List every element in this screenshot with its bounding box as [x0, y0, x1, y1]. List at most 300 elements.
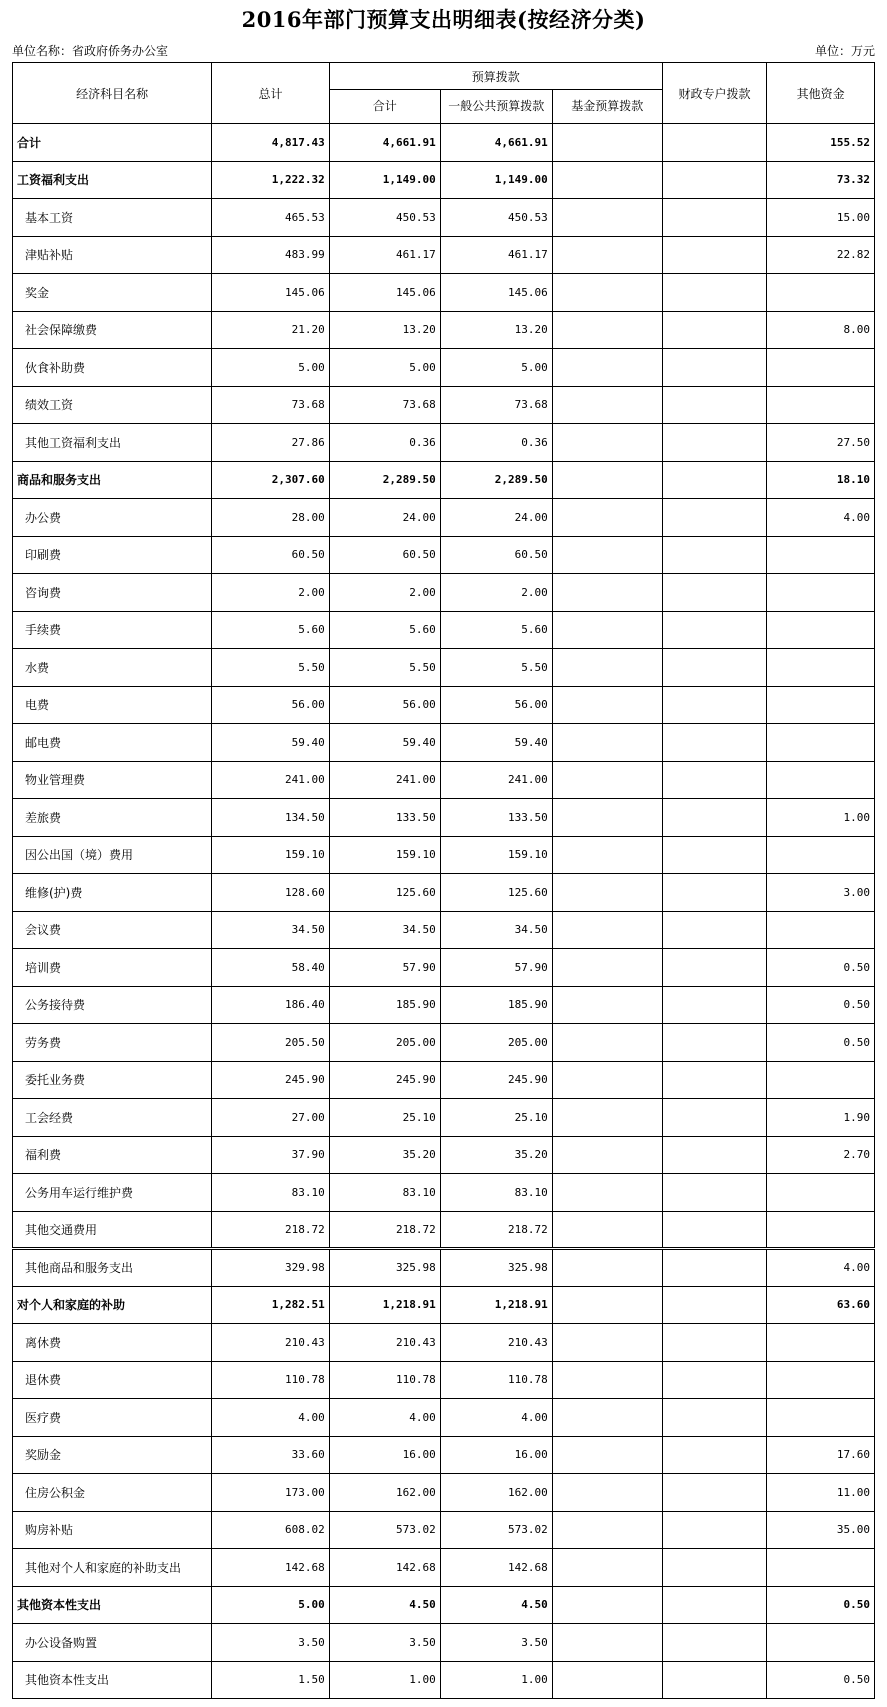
cell-other-funds — [767, 1324, 875, 1362]
cell-total: 37.90 — [212, 1136, 329, 1174]
cell-other-funds: 2.70 — [767, 1136, 875, 1174]
cell-finance-special — [662, 311, 767, 349]
cell-general-public: 83.10 — [440, 1174, 552, 1212]
cell-budget-total: 16.00 — [329, 1436, 440, 1474]
cell-finance-special — [662, 1511, 767, 1549]
cell-fund-budget — [552, 1249, 662, 1287]
cell-other-funds: 3.00 — [767, 874, 875, 912]
cell-fund-budget — [552, 349, 662, 387]
table-row — [13, 199, 875, 237]
header-general-public: 一般公共预算拨款 — [440, 90, 552, 124]
table-row — [13, 1436, 875, 1474]
cell-total: 2,307.60 — [212, 461, 329, 499]
table-row — [13, 1136, 875, 1174]
table-row — [13, 799, 875, 837]
cell-name: 商品和服务支出 — [13, 461, 212, 499]
table-row — [13, 1211, 875, 1249]
cell-total: 83.10 — [212, 1174, 329, 1212]
header-budget-group: 预算拨款 — [329, 63, 662, 90]
cell-finance-special — [662, 1024, 767, 1062]
cell-budget-total: 5.50 — [329, 649, 440, 687]
cell-total: 21.20 — [212, 311, 329, 349]
cell-fund-budget — [552, 1399, 662, 1437]
cell-name: 因公出国（境）费用 — [13, 836, 212, 874]
table-row — [13, 986, 875, 1024]
cell-general-public: 5.60 — [440, 611, 552, 649]
table-row — [13, 1586, 875, 1624]
cell-name: 办公费 — [13, 499, 212, 537]
cell-name: 其他工资福利支出 — [13, 424, 212, 462]
cell-total: 186.40 — [212, 986, 329, 1024]
cell-general-public: 573.02 — [440, 1511, 552, 1549]
cell-budget-total: 1,218.91 — [329, 1286, 440, 1324]
cell-budget-total: 1,149.00 — [329, 161, 440, 199]
cell-total: 33.60 — [212, 1436, 329, 1474]
cell-other-funds — [767, 761, 875, 799]
cell-other-funds — [767, 386, 875, 424]
cell-budget-total: 159.10 — [329, 836, 440, 874]
table-row — [13, 461, 875, 499]
table-row — [13, 1024, 875, 1062]
cell-general-public: 24.00 — [440, 499, 552, 537]
cell-finance-special — [662, 649, 767, 687]
cell-name: 购房补贴 — [13, 1511, 212, 1549]
cell-fund-budget — [552, 1324, 662, 1362]
cell-budget-total: 83.10 — [329, 1174, 440, 1212]
cell-other-funds — [767, 1211, 875, 1249]
cell-fund-budget — [552, 1286, 662, 1324]
cell-general-public: 133.50 — [440, 799, 552, 837]
cell-budget-total: 59.40 — [329, 724, 440, 762]
table-row — [13, 1661, 875, 1699]
cell-other-funds — [767, 1061, 875, 1099]
cell-name: 社会保障缴费 — [13, 311, 212, 349]
cell-finance-special — [662, 874, 767, 912]
cell-total: 5.00 — [212, 1586, 329, 1624]
cell-finance-special — [662, 1174, 767, 1212]
cell-other-funds: 17.60 — [767, 1436, 875, 1474]
table-row — [13, 1399, 875, 1437]
table-row — [13, 1099, 875, 1137]
cell-other-funds: 0.50 — [767, 1586, 875, 1624]
cell-name: 公务接待费 — [13, 986, 212, 1024]
table-row — [13, 1324, 875, 1362]
header-fund-budget: 基金预算拨款 — [552, 90, 662, 124]
cell-total: 1,222.32 — [212, 161, 329, 199]
table-row — [13, 761, 875, 799]
cell-other-funds — [767, 611, 875, 649]
cell-budget-total: 60.50 — [329, 536, 440, 574]
cell-fund-budget — [552, 1624, 662, 1662]
cell-fund-budget — [552, 1211, 662, 1249]
cell-name: 奖金 — [13, 274, 212, 312]
table-row — [13, 1624, 875, 1662]
cell-budget-total: 145.06 — [329, 274, 440, 312]
cell-total: 5.50 — [212, 649, 329, 687]
cell-general-public: 185.90 — [440, 986, 552, 1024]
cell-fund-budget — [552, 836, 662, 874]
cell-general-public: 16.00 — [440, 1436, 552, 1474]
table-row — [13, 574, 875, 612]
cell-name: 工会经费 — [13, 1099, 212, 1137]
cell-fund-budget — [552, 1474, 662, 1512]
unit-name-label: 单位名称：省政府侨务办公室 — [12, 44, 169, 58]
cell-budget-total: 210.43 — [329, 1324, 440, 1362]
cell-other-funds — [767, 349, 875, 387]
cell-finance-special — [662, 724, 767, 762]
table-row — [13, 499, 875, 537]
cell-general-public: 205.00 — [440, 1024, 552, 1062]
cell-total: 145.06 — [212, 274, 329, 312]
cell-fund-budget — [552, 1136, 662, 1174]
cell-finance-special — [662, 1286, 767, 1324]
cell-budget-total: 13.20 — [329, 311, 440, 349]
cell-total: 205.50 — [212, 1024, 329, 1062]
cell-fund-budget — [552, 386, 662, 424]
table-row — [13, 1286, 875, 1324]
cell-general-public: 4.00 — [440, 1399, 552, 1437]
cell-fund-budget — [552, 424, 662, 462]
cell-fund-budget — [552, 1099, 662, 1137]
cell-total: 28.00 — [212, 499, 329, 537]
cell-finance-special — [662, 799, 767, 837]
cell-name: 住房公积金 — [13, 1474, 212, 1512]
cell-other-funds: 0.50 — [767, 1661, 875, 1699]
header-budget-total: 合计 — [329, 90, 440, 124]
cell-name: 办公设备购置 — [13, 1624, 212, 1662]
cell-name: 对个人和家庭的补助 — [13, 1286, 212, 1324]
table-row — [13, 274, 875, 312]
cell-total: 483.99 — [212, 236, 329, 274]
cell-general-public: 461.17 — [440, 236, 552, 274]
cell-name: 公务用车运行维护费 — [13, 1174, 212, 1212]
cell-other-funds: 11.00 — [767, 1474, 875, 1512]
cell-name: 其他资本性支出 — [13, 1661, 212, 1699]
cell-other-funds: 0.50 — [767, 949, 875, 987]
cell-fund-budget — [552, 1436, 662, 1474]
cell-name: 物业管理费 — [13, 761, 212, 799]
cell-total: 60.50 — [212, 536, 329, 574]
cell-finance-special — [662, 124, 767, 162]
cell-name: 电费 — [13, 686, 212, 724]
cell-general-public: 4.50 — [440, 1586, 552, 1624]
cell-general-public: 245.90 — [440, 1061, 552, 1099]
cell-general-public: 4,661.91 — [440, 124, 552, 162]
cell-general-public: 73.68 — [440, 386, 552, 424]
cell-name: 其他商品和服务支出 — [13, 1249, 212, 1287]
cell-total: 110.78 — [212, 1361, 329, 1399]
cell-budget-total: 5.60 — [329, 611, 440, 649]
cell-total: 1.50 — [212, 1661, 329, 1699]
cell-total: 218.72 — [212, 1211, 329, 1249]
cell-name: 退休费 — [13, 1361, 212, 1399]
cell-budget-total: 110.78 — [329, 1361, 440, 1399]
cell-other-funds: 1.00 — [767, 799, 875, 837]
cell-other-funds: 18.10 — [767, 461, 875, 499]
cell-fund-budget — [552, 274, 662, 312]
cell-general-public: 145.06 — [440, 274, 552, 312]
cell-total: 142.68 — [212, 1549, 329, 1587]
cell-general-public: 241.00 — [440, 761, 552, 799]
cell-finance-special — [662, 611, 767, 649]
table-row — [13, 236, 875, 274]
table-row — [13, 874, 875, 912]
cell-total: 34.50 — [212, 911, 329, 949]
cell-name: 工资福利支出 — [13, 161, 212, 199]
cell-name: 合计 — [13, 124, 212, 162]
cell-name: 绩效工资 — [13, 386, 212, 424]
cell-name: 基本工资 — [13, 199, 212, 237]
cell-total: 134.50 — [212, 799, 329, 837]
cell-total: 241.00 — [212, 761, 329, 799]
cell-general-public: 2,289.50 — [440, 461, 552, 499]
table-row — [13, 1249, 875, 1287]
cell-name: 印刷费 — [13, 536, 212, 574]
cell-budget-total: 2.00 — [329, 574, 440, 612]
cell-total: 59.40 — [212, 724, 329, 762]
table-row — [13, 1174, 875, 1212]
cell-other-funds — [767, 574, 875, 612]
table-row — [13, 836, 875, 874]
cell-other-funds — [767, 536, 875, 574]
cell-total: 73.68 — [212, 386, 329, 424]
cell-budget-total: 241.00 — [329, 761, 440, 799]
cell-general-public: 25.10 — [440, 1099, 552, 1137]
unit-label: 单位：万元 — [814, 44, 875, 58]
cell-finance-special — [662, 1549, 767, 1587]
cell-name: 医疗费 — [13, 1399, 212, 1437]
cell-fund-budget — [552, 724, 662, 762]
cell-budget-total: 5.00 — [329, 349, 440, 387]
table-row — [13, 424, 875, 462]
cell-finance-special — [662, 686, 767, 724]
cell-finance-special — [662, 349, 767, 387]
cell-general-public: 218.72 — [440, 1211, 552, 1249]
cell-finance-special — [662, 1136, 767, 1174]
cell-other-funds: 15.00 — [767, 199, 875, 237]
table-row — [13, 1511, 875, 1549]
cell-fund-budget — [552, 1361, 662, 1399]
cell-finance-special — [662, 274, 767, 312]
cell-budget-total: 4,661.91 — [329, 124, 440, 162]
cell-fund-budget — [552, 949, 662, 987]
cell-other-funds — [767, 911, 875, 949]
page-title: 2016年部门预算支出明细表(按经济分类) — [241, 7, 646, 32]
cell-other-funds: 63.60 — [767, 1286, 875, 1324]
cell-finance-special — [662, 986, 767, 1024]
cell-other-funds — [767, 649, 875, 687]
cell-fund-budget — [552, 761, 662, 799]
cell-finance-special — [662, 236, 767, 274]
cell-budget-total: 162.00 — [329, 1474, 440, 1512]
cell-name: 委托业务费 — [13, 1061, 212, 1099]
table-row — [13, 1361, 875, 1399]
cell-finance-special — [662, 1061, 767, 1099]
cell-finance-special — [662, 1249, 767, 1287]
cell-other-funds: 0.50 — [767, 986, 875, 1024]
cell-name: 其他对个人和家庭的补助支出 — [13, 1549, 212, 1587]
cell-total: 329.98 — [212, 1249, 329, 1287]
cell-other-funds: 8.00 — [767, 311, 875, 349]
cell-fund-budget — [552, 1061, 662, 1099]
cell-general-public: 57.90 — [440, 949, 552, 987]
cell-finance-special — [662, 199, 767, 237]
cell-total: 4,817.43 — [212, 124, 329, 162]
cell-total: 5.00 — [212, 349, 329, 387]
header-finance-special: 财政专户拨款 — [662, 63, 767, 124]
cell-name: 手续费 — [13, 611, 212, 649]
cell-fund-budget — [552, 161, 662, 199]
cell-fund-budget — [552, 124, 662, 162]
table-row — [13, 386, 875, 424]
cell-other-funds: 35.00 — [767, 1511, 875, 1549]
cell-other-funds — [767, 724, 875, 762]
cell-other-funds — [767, 274, 875, 312]
cell-total: 159.10 — [212, 836, 329, 874]
cell-finance-special — [662, 1624, 767, 1662]
cell-finance-special — [662, 574, 767, 612]
cell-budget-total: 325.98 — [329, 1249, 440, 1287]
cell-budget-total: 125.60 — [329, 874, 440, 912]
cell-finance-special — [662, 424, 767, 462]
cell-fund-budget — [552, 649, 662, 687]
cell-total: 245.90 — [212, 1061, 329, 1099]
cell-general-public: 162.00 — [440, 1474, 552, 1512]
cell-fund-budget — [552, 1586, 662, 1624]
cell-general-public: 1,149.00 — [440, 161, 552, 199]
table-row — [13, 649, 875, 687]
cell-finance-special — [662, 1436, 767, 1474]
cell-total: 27.00 — [212, 1099, 329, 1137]
cell-finance-special — [662, 499, 767, 537]
cell-other-funds — [767, 686, 875, 724]
cell-finance-special — [662, 386, 767, 424]
cell-total: 608.02 — [212, 1511, 329, 1549]
cell-total: 4.00 — [212, 1399, 329, 1437]
cell-total: 1,282.51 — [212, 1286, 329, 1324]
cell-budget-total: 3.50 — [329, 1624, 440, 1662]
cell-total: 56.00 — [212, 686, 329, 724]
cell-finance-special — [662, 1361, 767, 1399]
table-row — [13, 1061, 875, 1099]
cell-budget-total: 4.50 — [329, 1586, 440, 1624]
cell-budget-total: 573.02 — [329, 1511, 440, 1549]
cell-other-funds — [767, 1174, 875, 1212]
cell-budget-total: 34.50 — [329, 911, 440, 949]
cell-other-funds: 4.00 — [767, 499, 875, 537]
cell-fund-budget — [552, 611, 662, 649]
cell-general-public: 5.50 — [440, 649, 552, 687]
cell-fund-budget — [552, 236, 662, 274]
cell-total: 5.60 — [212, 611, 329, 649]
cell-budget-total: 35.20 — [329, 1136, 440, 1174]
cell-budget-total: 142.68 — [329, 1549, 440, 1587]
header-name: 经济科目名称 — [13, 63, 212, 124]
cell-fund-budget — [552, 911, 662, 949]
cell-name: 离休费 — [13, 1324, 212, 1362]
cell-budget-total: 245.90 — [329, 1061, 440, 1099]
cell-fund-budget — [552, 574, 662, 612]
cell-fund-budget — [552, 1174, 662, 1212]
cell-finance-special — [662, 1099, 767, 1137]
table-row — [13, 311, 875, 349]
cell-total: 27.86 — [212, 424, 329, 462]
cell-budget-total: 56.00 — [329, 686, 440, 724]
cell-finance-special — [662, 161, 767, 199]
table-row — [13, 124, 875, 162]
cell-name: 咨询费 — [13, 574, 212, 612]
cell-fund-budget — [552, 1549, 662, 1587]
cell-finance-special — [662, 911, 767, 949]
cell-other-funds: 27.50 — [767, 424, 875, 462]
cell-fund-budget — [552, 1511, 662, 1549]
cell-name: 水费 — [13, 649, 212, 687]
cell-finance-special — [662, 1661, 767, 1699]
cell-budget-total: 205.00 — [329, 1024, 440, 1062]
cell-general-public: 1.00 — [440, 1661, 552, 1699]
cell-fund-budget — [552, 874, 662, 912]
cell-fund-budget — [552, 199, 662, 237]
cell-general-public: 13.20 — [440, 311, 552, 349]
cell-other-funds: 73.32 — [767, 161, 875, 199]
cell-finance-special — [662, 461, 767, 499]
cell-general-public: 142.68 — [440, 1549, 552, 1587]
cell-name: 伙食补助费 — [13, 349, 212, 387]
cell-general-public: 56.00 — [440, 686, 552, 724]
cell-name: 福利费 — [13, 1136, 212, 1174]
cell-total: 210.43 — [212, 1324, 329, 1362]
cell-general-public: 5.00 — [440, 349, 552, 387]
cell-budget-total: 57.90 — [329, 949, 440, 987]
cell-general-public: 110.78 — [440, 1361, 552, 1399]
cell-budget-total: 1.00 — [329, 1661, 440, 1699]
cell-general-public: 125.60 — [440, 874, 552, 912]
cell-finance-special — [662, 1474, 767, 1512]
cell-general-public: 450.53 — [440, 199, 552, 237]
cell-budget-total: 4.00 — [329, 1399, 440, 1437]
cell-finance-special — [662, 1324, 767, 1362]
cell-budget-total: 24.00 — [329, 499, 440, 537]
table-row — [13, 161, 875, 199]
cell-finance-special — [662, 1586, 767, 1624]
table-row — [13, 1549, 875, 1587]
cell-other-funds: 22.82 — [767, 236, 875, 274]
cell-general-public: 0.36 — [440, 424, 552, 462]
cell-fund-budget — [552, 461, 662, 499]
cell-name: 培训费 — [13, 949, 212, 987]
cell-budget-total: 133.50 — [329, 799, 440, 837]
cell-general-public: 60.50 — [440, 536, 552, 574]
table-row — [13, 349, 875, 387]
cell-finance-special — [662, 949, 767, 987]
cell-general-public: 159.10 — [440, 836, 552, 874]
cell-fund-budget — [552, 799, 662, 837]
cell-general-public: 210.43 — [440, 1324, 552, 1362]
table-row — [13, 686, 875, 724]
budget-table — [12, 62, 875, 1699]
cell-name: 其他资本性支出 — [13, 1586, 212, 1624]
cell-total: 58.40 — [212, 949, 329, 987]
cell-total: 128.60 — [212, 874, 329, 912]
cell-finance-special — [662, 536, 767, 574]
cell-other-funds — [767, 1624, 875, 1662]
cell-budget-total: 2,289.50 — [329, 461, 440, 499]
cell-total: 173.00 — [212, 1474, 329, 1512]
cell-fund-budget — [552, 499, 662, 537]
table-row — [13, 911, 875, 949]
cell-finance-special — [662, 1211, 767, 1249]
cell-other-funds: 1.90 — [767, 1099, 875, 1137]
